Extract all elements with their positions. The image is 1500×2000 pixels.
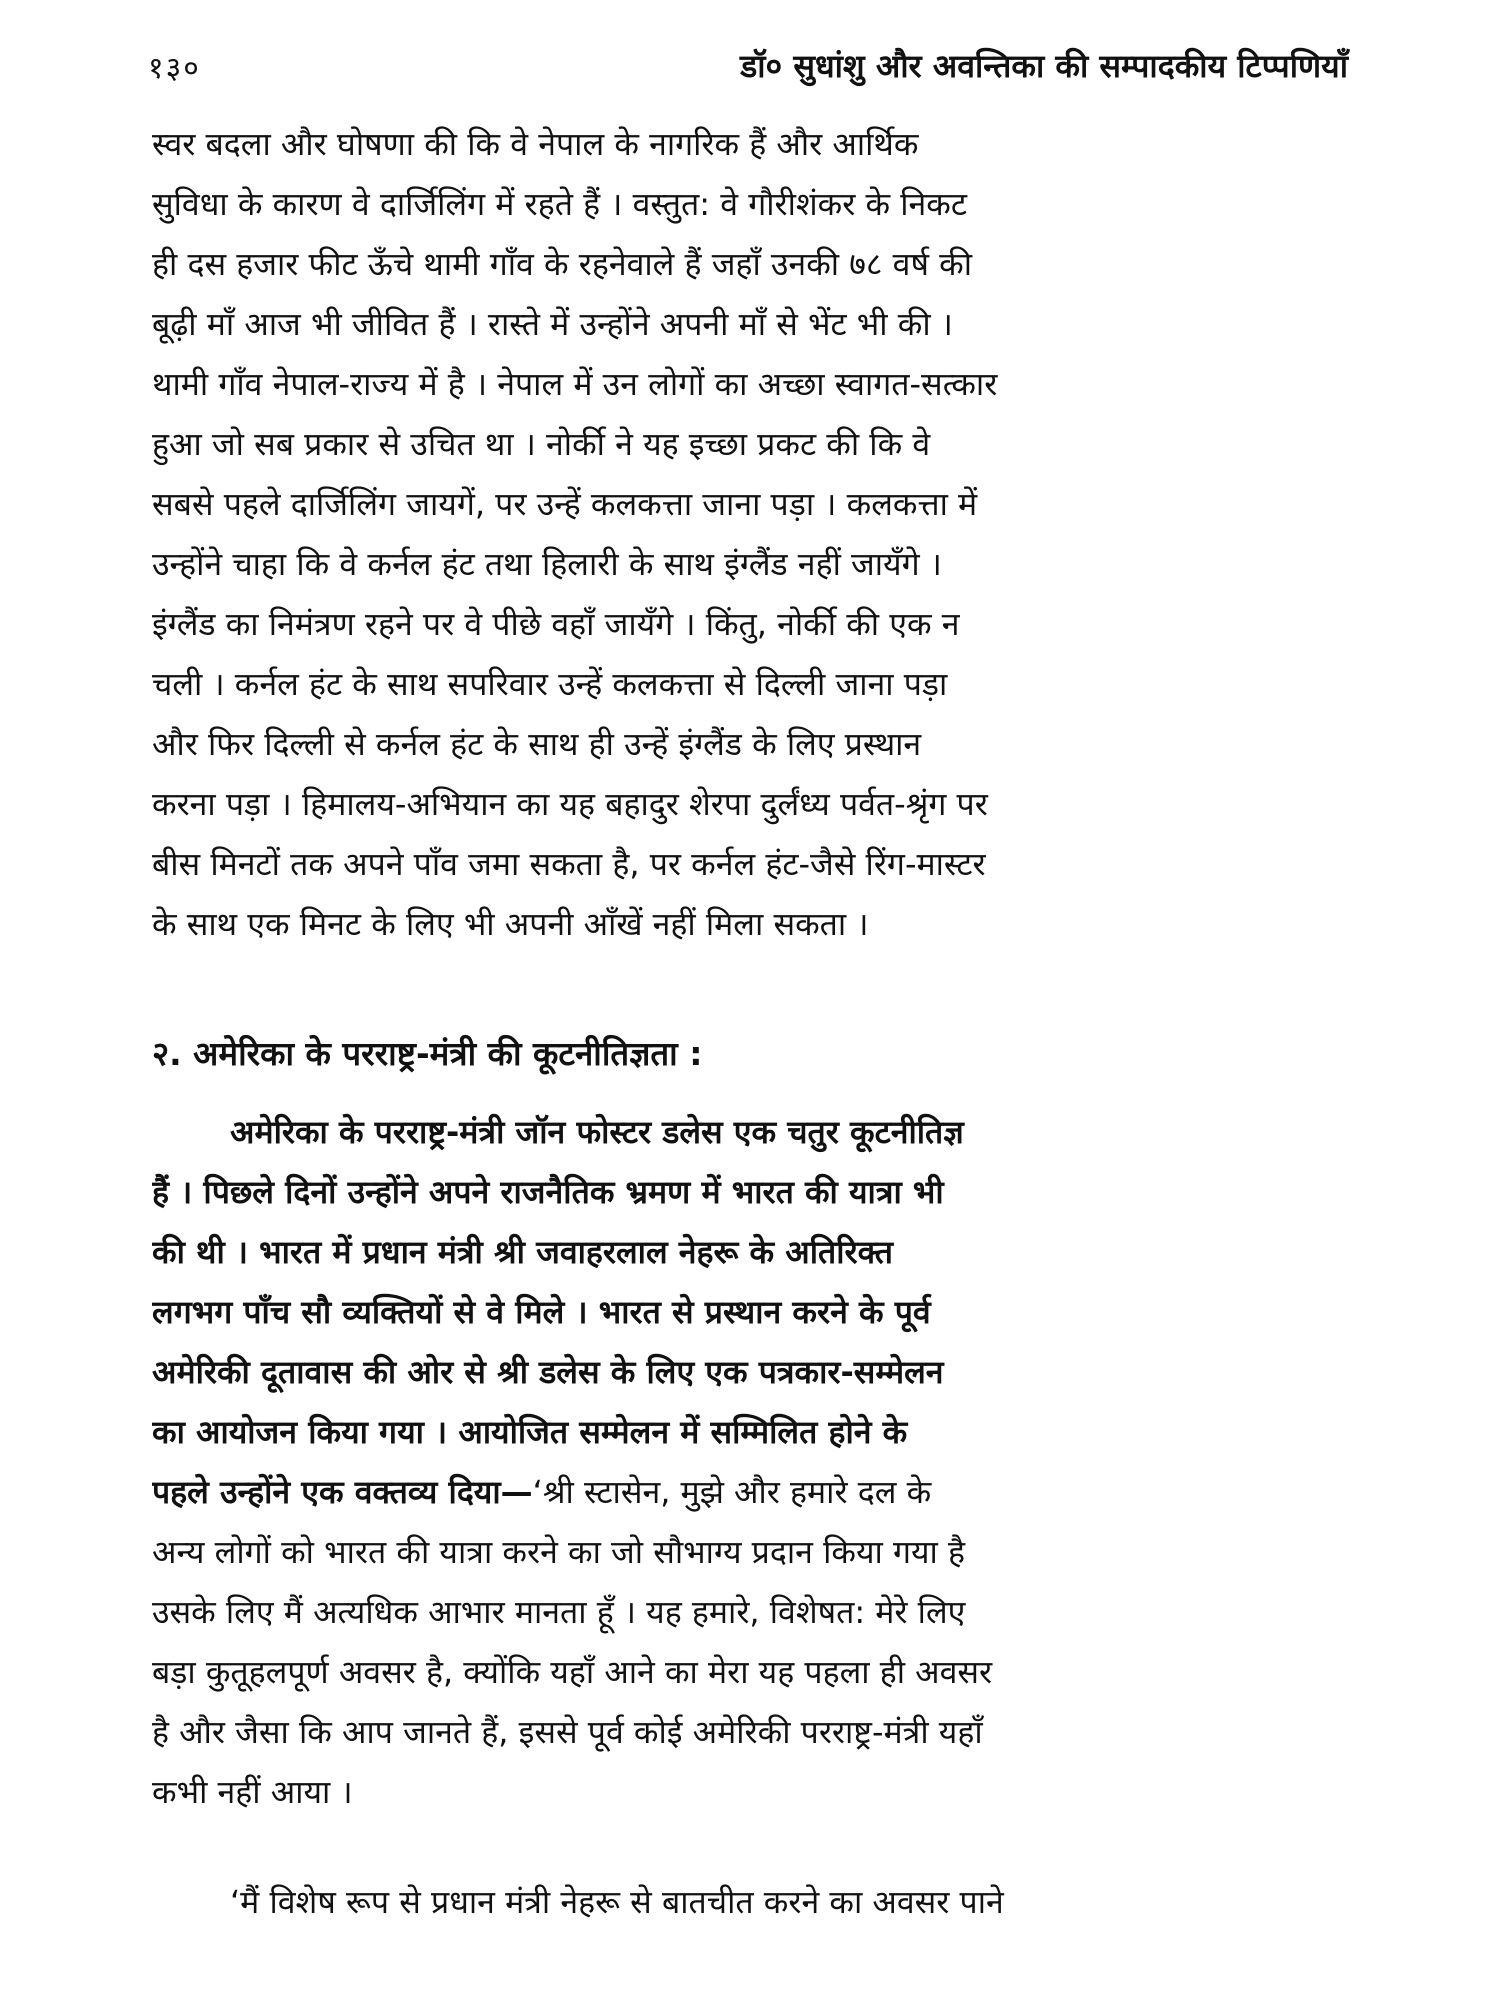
text-line-bold: लगभग पाँच सौ व्यक्तियों से वे मिले । भारत से प्रस्थान करने के पूर्व <box>152 1293 931 1331</box>
text-line-bold: का आयोजन किया गया । आयोजित सम्मेलन में सम्मिलित होने के <box>152 1413 908 1451</box>
text-line: चली । कर्नल हंट के साथ सपरिवार उन्हें कलकत्ता से दिल्ली जाना पड़ा <box>152 665 948 703</box>
text-line: बड़ा कुतूहलपूर्ण अवसर है, क्योंकि यहाँ आने का मेरा यह पहला ही अवसर <box>152 1653 993 1691</box>
text-line: स्वर बदला और घोषणा की कि वे नेपाल के नागरिक हैं और आर्थिक <box>152 125 919 163</box>
text-line-bold: अमेरिकी दूतावास की ओर से श्री डलेस के लिए एक पत्रकार-सम्मेलन <box>152 1353 944 1391</box>
text-line-mixed <box>152 1464 1348 1520</box>
text-line: है और जैसा कि आप जानते हैं, इससे पूर्व कोई अमेरिकी परराष्ट्र-मंत्री यहाँ <box>152 1713 983 1751</box>
text-line: ‘मैं विशेष रूप से प्रधान मंत्री नेहरू से बातचीत करने का अवसर पाने <box>230 1883 1004 1921</box>
page-header <box>148 40 1348 100</box>
text-line: और फिर दिल्ली से कर्नल हंट के साथ ही उन्हें इंग्लैंड के लिए प्रस्थान <box>152 725 922 763</box>
text-line: थामी गाँव नेपाल-राज्य में है । नेपाल में उन लोगों का अच्छा स्वागत-सत्कार <box>152 365 998 403</box>
text-line: के साथ एक मिनट के लिए भी अपनी आँखें नहीं मिला सकता । <box>152 905 869 943</box>
text-line: बूढ़ी माँ आज भी जीवित हैं । रास्ते में उन्होंने अपनी माँ से भेंट भी की । <box>152 305 953 343</box>
page-number: १३० <box>148 51 201 86</box>
text-line: ही दस हजार फीट ऊँचे थामी गाँव के रहनेवाले हैं जहाँ उनकी ७८ वर्ष की <box>152 245 973 283</box>
text-line-bold: की थी । भारत में प्रधान मंत्री श्री जवाहरलाल नेहरू के अतिरिक्त <box>152 1233 894 1271</box>
text-line: इंग्लैंड का निमंत्रण रहने पर वे पीछे वहाँ जायँगे । किंतु, नोर्की की एक न <box>152 605 960 643</box>
text-line: करना पड़ा । हिमालय-अभियान का यह बहादुर शेरपा दुर्लंध्य पर्वत-श्रृंग पर <box>152 785 988 823</box>
text-line-bold: हैं । पिछले दिनों उन्होंने अपने राजनैतिक भ्रमण में भारत की यात्रा भी <box>152 1173 944 1211</box>
text-line: उसके लिए मैं अत्यधिक आभार मानता हूँ । यह हमारे, विशेषत: मेरे लिए <box>152 1593 966 1631</box>
text-line-bold: अमेरिका के परराष्ट्र-मंत्री जॉन फोस्टर डलेस एक चतुर कूटनीतिज्ञ <box>230 1113 964 1151</box>
text-line: हुआ जो सब प्रकार से उचित था । नोर्की ने यह इच्छा प्रकट की कि वे <box>152 425 931 463</box>
text-line: बीस मिनटों तक अपने पाँव जमा सकता है, पर कर्नल हंट-जैसे रिंग-मास्टर <box>152 845 986 883</box>
running-head: डॉ० सुधांशु और अवन्तिका की सम्पादकीय टिप्पणियाँ <box>740 47 1348 85</box>
text-line: उन्होंने चाहा कि वे कर्नल हंट तथा हिलारी के साथ इंग्लैंड नहीं जायँगे । <box>152 545 942 583</box>
section-heading: २. अमेरिका के परराष्ट्र-मंत्री की कूटनीतिज्ञता : <box>152 1034 703 1073</box>
quote-fragment: ‘श्री स्टासेन, मुझे और हमारे दल के <box>532 1473 932 1511</box>
text-line: सबसे पहले दार्जिलिंग जायगें, पर उन्हें कलकत्ता जाना पड़ा । कलकत्ता में <box>152 485 978 523</box>
text-line: अन्य लोगों को भारत की यात्रा करने का जो सौभाग्य प्रदान किया गया है <box>152 1533 966 1571</box>
text-line: सुविधा के कारण वे दार्जिलिंग में रहते हैं । वस्तुत: वे गौरीशंकर के निकट <box>152 185 967 223</box>
bold-fragment: पहले उन्होंने एक वक्तव्य दिया— <box>152 1473 533 1511</box>
text-line: कभी नहीं आया । <box>152 1773 353 1811</box>
